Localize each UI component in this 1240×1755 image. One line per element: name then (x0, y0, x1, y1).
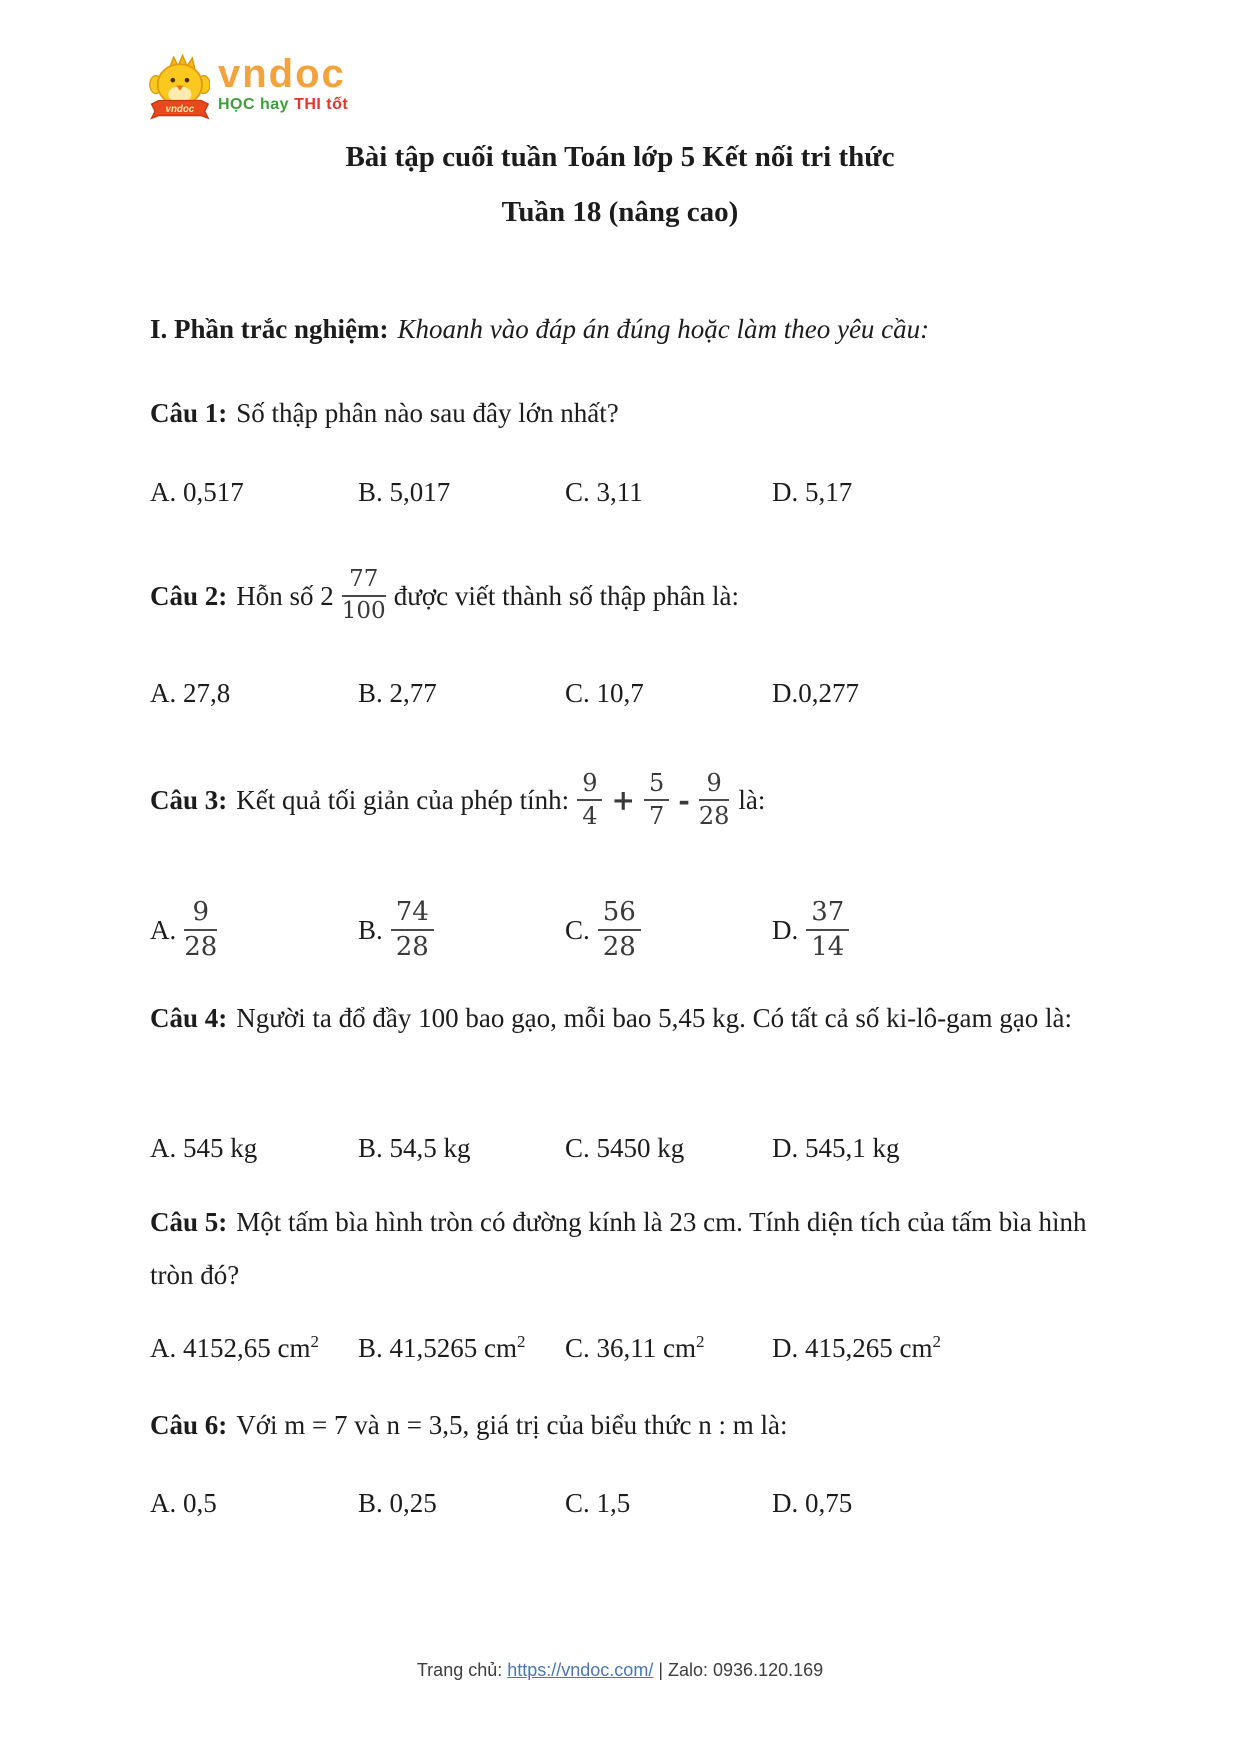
option-a: A. 0,517 (150, 477, 244, 507)
question-5-options (150, 1333, 1100, 1364)
option-a: A. 545 kg (150, 1133, 258, 1163)
option-c: C. 3,11 (565, 477, 643, 507)
squared-superscript: 2 (696, 1332, 705, 1351)
ribbon-text: vndoc (165, 104, 195, 116)
fraction-9-4: $\frac{9}{4}$ (577, 770, 602, 830)
option-c: C. $\frac{56}{28}$ (565, 898, 772, 962)
doc-subtitle: Tuần 18 (nâng cao) (501, 196, 739, 228)
option-d: D. 5,17 (772, 477, 853, 507)
option-d: D. $\frac{37}{14}$ (772, 898, 1100, 962)
vndoc-logo (148, 54, 348, 124)
option-d: D.0,277 (772, 678, 859, 708)
fraction-option-b: $\frac{74}{28}$ (391, 898, 434, 962)
question-2-label: Câu 2: (150, 580, 228, 611)
question-4-options (150, 1133, 1100, 1164)
tagline-green: HỌC hay (218, 96, 290, 113)
question-4-label: Câu 4: (150, 1003, 228, 1033)
option-d: D. 545,1 kg (772, 1133, 900, 1163)
question-2 (150, 552, 1095, 640)
tagline-red: THI tốt (294, 96, 349, 113)
option-c: C. 10,7 (565, 678, 644, 708)
section-label: I. Phần trắc nghiệm: (150, 314, 389, 344)
option-b: B. 54,5 kg (358, 1133, 471, 1163)
fraction-option-d: $\frac{37}{14}$ (806, 898, 849, 962)
option-b: B. $\frac{74}{28}$ (358, 898, 565, 962)
question-1-text: Số thập phân nào sau đây lớn nhất? (236, 398, 619, 428)
question-2-text-before: Hỗn số 2 (236, 580, 334, 611)
question-3-label: Câu 3: (150, 784, 228, 815)
question-2-options (150, 678, 1100, 709)
question-1-options (150, 477, 1100, 508)
fraction-5-7: $\frac{5}{7}$ (644, 770, 669, 830)
question-1-label: Câu 1: (150, 398, 228, 428)
question-4-text: Người ta đổ đầy 100 bao gạo, mỗi bao 5,45 kg. Có tất cả số ki-lô-gam gạo là: (236, 1003, 1073, 1033)
fraction-option-c: $\frac{56}{28}$ (598, 898, 641, 962)
footer-home-link[interactable]: https://vndoc.com/ (507, 1660, 654, 1680)
question-2-text-after: được viết thành số thập phân là: (393, 580, 740, 611)
question-5-label: Câu 5: (150, 1207, 228, 1237)
minus-operator: - (678, 783, 690, 817)
question-3-text-after: là: (738, 784, 766, 815)
option-b: B. 41,5265 $cm^2$ (358, 1332, 526, 1363)
question-5 (150, 1196, 1095, 1302)
doc-title: Bài tập cuối tuần Toán lớp 5 Kết nối tri thức (345, 141, 895, 173)
option-a: A. 0,5 (150, 1488, 217, 1518)
option-c: C. 1,5 (565, 1488, 631, 1518)
fraction-77-100: $\frac{77}{100}$ (341, 566, 386, 624)
question-3 (150, 758, 1095, 842)
squared-superscript: 2 (932, 1332, 941, 1351)
footer-zalo: | Zalo: 0936.120.169 (653, 1660, 824, 1680)
footer-prefix: Trang chủ: (416, 1660, 508, 1680)
question-6 (150, 1410, 1095, 1441)
option-a: A. 27,8 (150, 678, 231, 708)
option-c: C. 5450 kg (565, 1133, 685, 1163)
option-a: A. 4152,65 $cm^2$ (150, 1332, 319, 1363)
question-6-label: Câu 6: (150, 1410, 228, 1440)
question-6-text: Với m = 7 và n = 3,5, giá trị của biểu thức n : m là: (236, 1410, 788, 1440)
option-c: C. 36,11 $cm^2$ (565, 1332, 705, 1363)
section-instruction: Khoanh vào đáp án đúng hoặc làm theo yêu cầu: (397, 314, 930, 344)
plus-operator: + (611, 783, 635, 817)
question-4 (150, 992, 1095, 1045)
option-d: D. 0,75 (772, 1488, 853, 1518)
fraction-option-a: $\frac{9}{28}$ (184, 896, 218, 962)
chicken-mascot-icon (148, 54, 210, 124)
option-d: D. 415,265 $cm^2$ (772, 1332, 941, 1363)
section-heading (150, 314, 1100, 345)
logo-tagline (218, 96, 348, 114)
question-5-text: Một tấm bìa hình tròn có đường kính là 23 cm. Tính diện tích của tấm bìa hình tròn đó? (150, 1207, 1087, 1290)
option-b: B. 2,77 (358, 678, 437, 708)
question-6-options (150, 1488, 1100, 1519)
fraction-9-28: $\frac{9}{28}$ (698, 769, 730, 830)
squared-superscript: 2 (310, 1332, 319, 1351)
squared-superscript: 2 (517, 1332, 526, 1351)
question-3-text-before: Kết quả tối giản của phép tính: (236, 784, 570, 815)
logo-brand-text: vndoc (218, 52, 346, 96)
question-3-options (150, 888, 1100, 972)
question-1 (150, 398, 1095, 429)
option-a: A. $\frac{9}{28}$ (150, 896, 218, 962)
option-b: B. 5,017 (358, 477, 451, 507)
page-footer (0, 1660, 1240, 1681)
option-b: B. 0,25 (358, 1488, 437, 1518)
